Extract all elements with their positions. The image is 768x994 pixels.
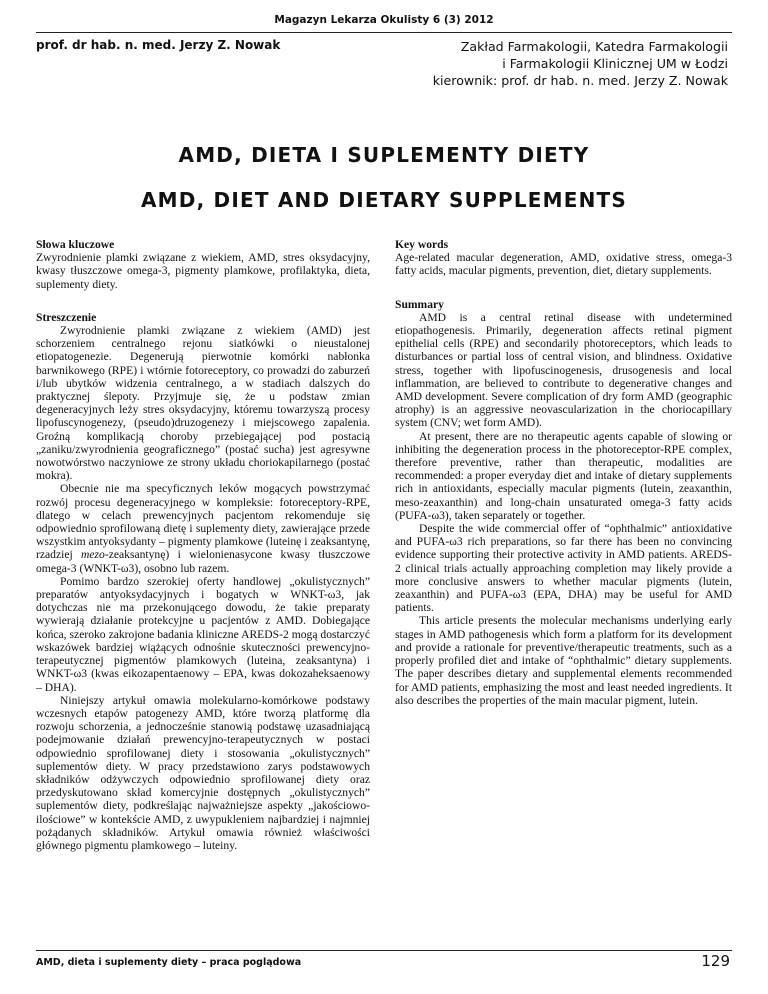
header-rule: [36, 32, 732, 33]
summary-paragraph-en: At present, there are no therapeutic agents capable of slowing or inhibiting the degeneration process in the photoreceptor-RPE complex, therefore preventive, rather than therapeutic, modalities are recommended: a proper everyday diet and intake of dietary supplements rich in antioxidants, especially macular pigments (lutein, zeaxanthin, meso-zeaxanthin) and long-chain unsaturated omega-3 fatty acids (PUFA-ω3), taken separately or together.: [395, 429, 732, 522]
summary-heading-en: Summary: [395, 297, 444, 311]
title-polish: AMD, DIETA I SUPLEMENTY DIETY: [178, 143, 590, 167]
text-span: Obecnie nie ma specyficznych leków mogących powstrzymać rozwój procesu degeneracyjnego w kompleksie: fotoreceptory-RPE, dlatego w celach prewencyjnych pacjentom rekomenduje się odpowiednio sprofilowaną dietę i suplementy diety, zawierające przede wszystkim antyoksydanty – pigmenty plamkowe (luteinę i zeaksantynę, rzadziej: [36, 482, 370, 562]
author-name: prof. dr hab. n. med. Jerzy Z. Nowak: [36, 38, 281, 52]
summary-paragraph-en: This article presents the molecular mechanisms underlying early stages in AMD pathogenesis which form a platform for its development and provide a rationale for preventive/therapeutic treatments, such as a properly profiled diet and intake of “ophthalmic” dietary supplements. The paper describes dietary and supplemental elements recommended for AMD patients, emphasizing the most and least needed ingredients. It also describes the properties of the main macular pigment, lutein.: [395, 614, 732, 707]
keywords-heading-pl: Słowa kluczowe: [36, 238, 115, 251]
keywords-heading-en: Key words: [395, 238, 449, 251]
running-title: AMD, dieta i suplementy diety – praca poglądowa: [36, 957, 302, 968]
affiliation-line: Zakład Farmakologii, Katedra Farmakologii: [460, 39, 728, 54]
summary-paragraph-en: Despite the wide commercial offer of “ophthalmic” antioxidative and PUFA-ω3 rich preparations, so far there has been no convincing evidence supporting their protective activity in AMD patients. AREDS-2 clinical trials actually approaching completion may likely provide a more conclusive answers to whether macular pigments (lutein, zeaxanthin) and PUFA-ω3 (EPA, DHA) may be useful for AMD patients.: [395, 522, 732, 615]
summary-paragraph-pl: Zwyrodnienie plamki związane z wiekiem (AMD) jest schorzeniem centralnego rejonu siatkówki o nieustalonej etiopatogenezie. Degenerują pierwotnie komórki nabłonka barwnikowego (RPE) i wtórnie fotoreceptory, co prowadzi do zaburzeń i/lub ubytków widzenia centralnego, a w stadiach dalszych do praktycznej ślepoty. Przyjmuje się, że u podstaw zmian degeneracyjnych leży stres oksydacyjny, któremu towarzyszą procesy lipofuscynogenezy, (pseudo)druzogenezy i miejscowego zapalenia. Groźną komplikacją choroby przebiegającej pod postacią „zaniku/zwyrodnienia geograficznego” (postać sucha) jest agresywne nowotwórstwo naczyniowe ze strony układu choriokapilarnego (postać mokra).: [36, 324, 370, 483]
english-column: [395, 238, 732, 707]
affiliation: [433, 38, 728, 89]
keywords-en: Age-related macular degeneration, AMD, oxidative stress, omega-3 fatty acids, macular pigments, prevention, diet, dietary supplements.: [395, 251, 732, 278]
text-span: -zeaksantynę) i wielonienasycone kwasy tłuszczowe omega-3 (WNKT-ω3), osobno lub razem.: [36, 548, 370, 575]
affiliation-line: i Farmakologii Klinicznej UM w Łodzi: [502, 56, 728, 71]
summary-paragraph-en: AMD is a central retinal disease with undetermined etiopathogenesis. Primarily, degeneration affects retinal pigment epithelial cells (RPE) and secondarily photoreceptors, which leads to disturbances or partial loss of central vision, and blindness. Oxidative stress, together with lipofuscinogenesis, drusogenesis and local inflammation, are believed to contribute to degenerative changes and AMD development. Severe complication of dry form AMD (geographic atrophy) is an aggressive neovascularization in the choriocapillary system (CNV; wet form AMD).: [395, 310, 732, 430]
keywords-pl: Zwyrodnienie plamki związane z wiekiem, AMD, stres oksydacyjny, kwasy tłuszczowe omega-3, pigmenty plamkowe, profilaktyka, dieta, suplementy diety.: [36, 251, 370, 291]
italic-prefix: mezo: [81, 548, 105, 562]
journal-header: Magazyn Lekarza Okulisty 6 (3) 2012: [274, 14, 494, 26]
page-number: 129: [701, 952, 730, 970]
summary-heading-pl: Streszczenie: [36, 310, 97, 324]
affiliation-line: kierownik: prof. dr hab. n. med. Jerzy Z. Nowak: [432, 73, 728, 88]
summary-paragraph-pl: [36, 482, 370, 574]
title-english: AMD, DIET AND DIETARY SUPPLEMENTS: [141, 188, 627, 212]
summary-paragraph-pl: Niniejszy artykuł omawia molekularno-komórkowe podstawy wczesnych etapów patogenezy AMD, które tworzą platformę dla rozwoju schorzenia, a jednocześnie stanowią podstawę uzasadniającą podejmowanie działań prewencyjno-terapeutycznych w postaci odpowiednio sprofilowanej diety i stosowania „okulistycznych” suplementów diety. W pracy przedstawiono zarys podstawowych składników odżywczych odpowiednio sprofilowanej diety oraz przedyskutowano skład komercyjnie dostępnych „okulistycznych” suplementów diety, podkreślając najważniejsze aspekty „jakościowo-ilościowe” w kontekście AMD, z uwypukleniem najbardziej i najmniej pożądanych składników. Artykuł omawia również właściwości głównego pigmentu plamkowego – luteiny.: [36, 693, 370, 852]
polish-column: [36, 238, 370, 852]
footer-rule: [36, 950, 732, 951]
summary-paragraph-pl: Pomimo bardzo szerokiej oferty handlowej „okulistycznych” preparatów antyoksydacyjnych i bogatych w WNKT-ω3, jak dotychczas nie ma przekonującego dowodu, że takie preparaty wywierają działanie protekcyjne u pacjentów z AMD. Dobiegające końca, szeroko zakrojone badania kliniczne AREDS-2 mogą dostarczyć wskazówek bardziej wiążących odnośnie skuteczności prewencyjno-terapeutycznej pigmentów plamkowych (luteina, zeaksantyna) i WNKT-ω3 (kwas eikozapentaenowy – EPA, kwas dokozaheksaenowy – DHA).: [36, 574, 370, 694]
